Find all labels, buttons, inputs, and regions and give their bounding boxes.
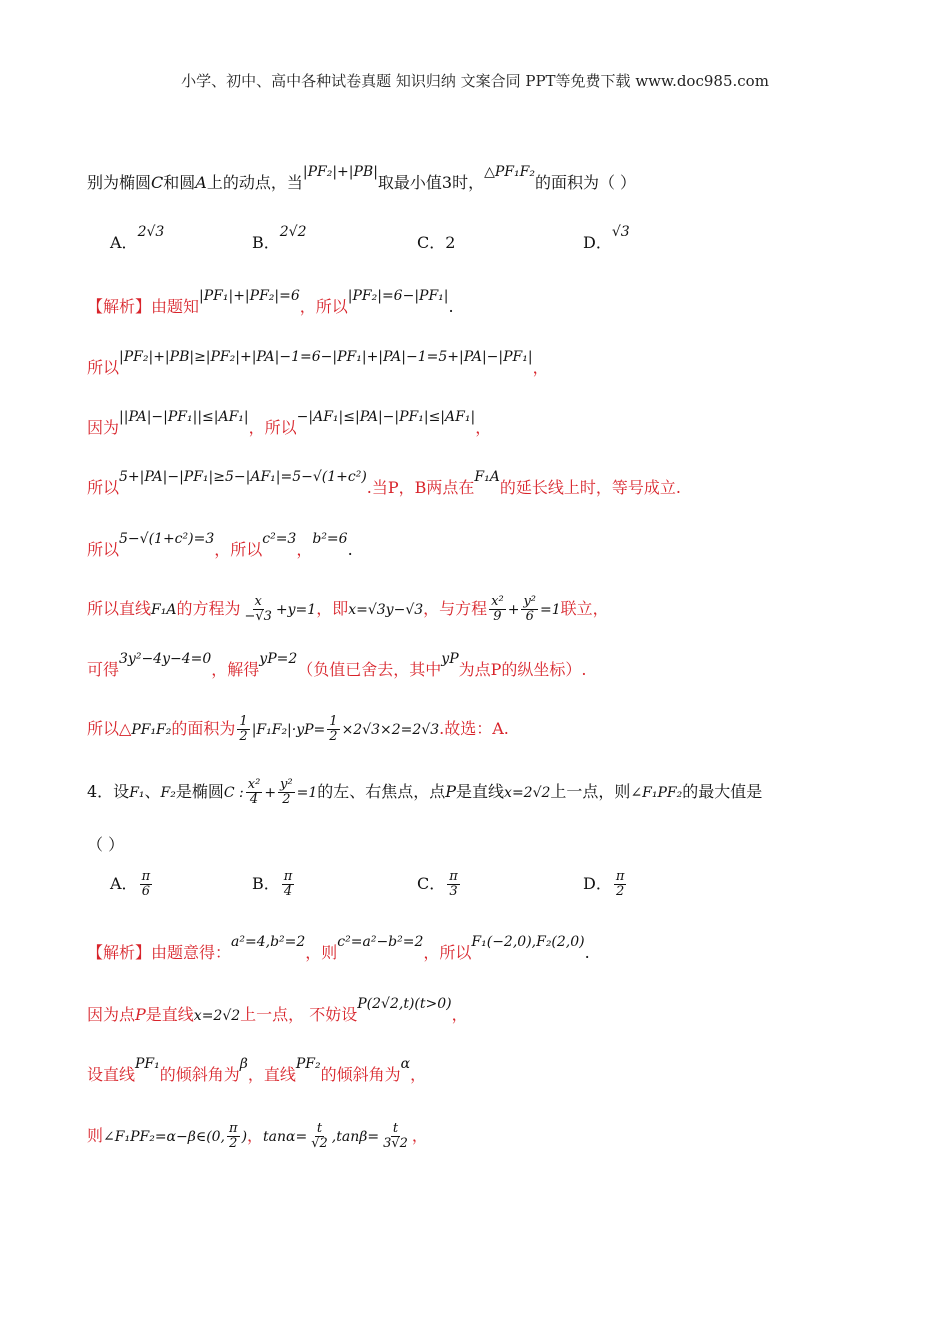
q3-sol-line-2 <box>87 349 950 378</box>
sol-text: 【解析】由题知 <box>87 297 200 316</box>
q3-sol-line-1 <box>87 288 950 317</box>
q3-sol-line-4 <box>87 469 950 498</box>
sol-text: 的面积为 <box>171 719 236 738</box>
q4-text: 上一点，则 <box>550 782 631 801</box>
q4-text: 是直线 <box>456 782 505 801</box>
q3-option-c <box>417 230 455 253</box>
frac-den: 4 <box>283 884 293 899</box>
sol-text: ， <box>296 540 313 559</box>
fraction <box>614 870 627 899</box>
sol-text: 联立， <box>560 599 609 618</box>
sol-text: ，与方程 <box>423 599 488 618</box>
q4-option-c <box>417 870 462 899</box>
q4-paren: （ ） <box>87 835 125 854</box>
option-label: B． <box>252 874 280 893</box>
sol-point-p: P <box>135 1005 146 1024</box>
sol-text: ， <box>411 1126 428 1145</box>
sol-text: 所以 <box>87 478 120 497</box>
sol-text: ，所以 <box>248 418 297 437</box>
option-label: D． <box>583 874 612 893</box>
sol-text: 因为 <box>87 418 120 437</box>
fraction <box>327 715 339 744</box>
option-label: D． <box>583 233 612 252</box>
frac-den: −√3 <box>244 609 272 624</box>
sol-math: x=2√2 <box>193 1008 241 1024</box>
frac-num: x² <box>247 777 261 792</box>
fraction <box>282 870 295 899</box>
sol-text: ，所以 <box>299 297 348 316</box>
sol-text: .故选：A. <box>439 719 509 738</box>
frac-num: t <box>316 1121 323 1136</box>
q4-stem: 4．设F₁、F₂是椭圆C : $\frac{\text{x²}}{4}$ + $\frac{\text{y²}}{2}$ =1的左、右焦点，点P是直线x=2√2上一点，则∠F₁PF₂的最大值是 <box>87 777 763 807</box>
q4-text: 是椭圆 <box>175 782 224 801</box>
q4-option-b <box>252 870 296 899</box>
sol-math: 5+|PA|−|PF₁|≥5−|AF₁|=5−√(1+c²) <box>119 469 367 485</box>
option-value: √3 <box>611 224 630 240</box>
frac-den: 2 <box>329 729 338 744</box>
q4-sol-line-1 <box>87 934 950 963</box>
sol-math: |PF₂|=6−|PF₁| <box>347 288 449 304</box>
sol-math: c²=a²−b²=2 <box>337 934 424 950</box>
sol-text: ， <box>532 358 549 377</box>
frac-num: π <box>283 869 293 884</box>
sol-math: |PF₂|+|PB|≥|PF₂|+|PA|−1=6−|PF₁|+|PA|−1=5+|PA|−|PF₁| <box>119 349 533 365</box>
sol-text: 所以△ <box>87 719 132 738</box>
sol-text: 的延长线上时，等号成立. <box>499 478 681 497</box>
sol-text: 所以直线 <box>87 599 152 618</box>
q3-option-d <box>583 224 630 253</box>
q3-stem <box>87 164 950 193</box>
frac-den: 9 <box>493 609 502 624</box>
frac-den: 3 <box>449 884 458 899</box>
sol-text: 则 <box>87 1126 104 1145</box>
frac-den: 3√2 <box>383 1136 408 1151</box>
sol-math: F₁A <box>151 602 177 618</box>
q4-math: F₂ <box>160 785 176 801</box>
frac-num: x <box>254 594 262 609</box>
frac-num: x² <box>491 594 504 609</box>
sol-math: 5−√(1+c²)=3 <box>119 531 215 547</box>
q4-sol-line-4 <box>87 1122 950 1151</box>
q3-stem-c: 和圆 <box>163 173 196 192</box>
frac-num: π <box>229 1121 238 1136</box>
frac-den: 2 <box>239 729 248 744</box>
option-value: 2√3 <box>137 224 165 240</box>
sol-math: β <box>239 1056 248 1072</box>
sol-math: α <box>400 1056 411 1072</box>
option-label: A． <box>110 874 138 893</box>
sol-math: ) <box>241 1129 248 1145</box>
sol-math: tanα= <box>263 1129 308 1145</box>
q4-math: =1 <box>296 785 318 801</box>
q3-sol-line-8 <box>87 715 950 744</box>
q4-text: 的最大值是 <box>682 782 763 801</box>
sol-math: yP <box>441 651 459 667</box>
frac-den: 4 <box>249 792 259 807</box>
q4-math: ∠F₁PF₂ <box>630 785 683 801</box>
q3-stem-e: 上的动点，当 <box>206 173 303 192</box>
sol-math: −|AF₁|≤|PA|−|PF₁|≤|AF₁| <box>296 409 476 425</box>
sol-text: 【解析】由题意得： <box>87 943 232 962</box>
sol-math: ∠F₁PF₂=α−β∈(0, <box>103 1129 226 1145</box>
option-label: C． <box>417 874 446 893</box>
q3-expr-sum: |PF₂|+|PB| <box>302 164 378 180</box>
sol-text: .当P，B两点在 <box>366 478 475 497</box>
option-value: 2√2 <box>279 224 307 240</box>
q3-stem-f: 取最小值3时， <box>377 173 485 192</box>
frac-den: 2 <box>615 884 625 899</box>
frac-num: π <box>449 869 458 884</box>
q3-sol-line-7 <box>87 651 950 680</box>
frac-num: π <box>141 869 151 884</box>
fraction <box>489 595 506 624</box>
sol-math: F₁(−2,0),F₂(2,0) <box>471 934 585 950</box>
q3-sol-line-3 <box>87 409 950 438</box>
fraction <box>246 778 263 807</box>
sol-math: ||PA|−|PF₁||≤|AF₁| <box>119 409 249 425</box>
q3-stem-a: 别为椭圆 <box>87 173 152 192</box>
sol-math: PF₁F₂ <box>131 722 172 738</box>
sol-text: 上一点， 不妨设 <box>240 1005 358 1024</box>
sol-text: 所以 <box>87 358 120 377</box>
sol-text: ， <box>410 1065 427 1084</box>
sol-text: 的倾斜角为 <box>159 1065 240 1084</box>
option-label: C．2 <box>417 233 456 252</box>
sol-math: PF₂ <box>295 1056 321 1072</box>
frac-den: 6 <box>525 609 534 624</box>
q3-sol-line-6: 所以直线F₁A的方程为 $\frac{x}{-√3}$ +y=1，即x=√3y−√3，与方程 $\frac{\text{x²}}{9}$ + $\frac{\text{y²}}{6}$ =1联立， <box>87 594 609 624</box>
sol-text: ，所以 <box>423 943 472 962</box>
sol-text: 可得 <box>87 660 120 679</box>
q3-option-a <box>110 224 165 253</box>
sol-text: 所以 <box>87 540 120 559</box>
sol-math: |PF₁|+|PF₂|=6 <box>199 288 300 304</box>
q3-sol-line-5 <box>87 531 950 560</box>
sol-text: ，则 <box>305 943 338 962</box>
q4-option-a <box>110 870 154 899</box>
sol-math: F₁A <box>474 469 500 485</box>
fraction <box>242 595 273 624</box>
fraction <box>309 1122 330 1151</box>
sol-math: 3y²−4y−4=0 <box>119 651 212 667</box>
q4-math: F₁ <box>129 785 145 801</box>
sol-text: ，直线 <box>247 1065 296 1084</box>
frac-num: 1 <box>239 714 248 729</box>
frac-den: 2 <box>282 792 291 807</box>
frac-den: √2 <box>311 1136 328 1151</box>
sol-text: . <box>584 943 590 962</box>
sol-math: PF₁ <box>135 1056 160 1072</box>
q4-math: x=2√2 <box>504 785 551 801</box>
fraction <box>227 1122 240 1151</box>
sol-text: 的方程为 <box>176 599 241 618</box>
fraction <box>140 870 153 899</box>
option-label: A． <box>110 233 138 252</box>
sol-math: P(2√2,t)(t>0) <box>357 996 452 1012</box>
frac-den: 2 <box>229 1136 238 1151</box>
sol-text: ，所以 <box>214 540 263 559</box>
fraction <box>278 778 295 807</box>
sol-math: ×2√3×2=2√3 <box>341 722 440 738</box>
frac-num: t <box>392 1121 399 1136</box>
q3-option-b <box>252 224 307 253</box>
q4-text: 的左、右焦点，点 <box>317 782 446 801</box>
option-label: B． <box>252 233 280 252</box>
page-header: 小学、初中、高中各种试卷真题 知识归纳 文案合同 PPT等免费下载 www.doc985.com <box>181 72 769 90</box>
sol-math: +y=1 <box>275 602 317 618</box>
q4-point-p: P <box>445 782 457 801</box>
sol-math: ,tanβ= <box>331 1129 380 1145</box>
sol-text: ，解得 <box>211 660 260 679</box>
sol-text: ， <box>247 1126 264 1145</box>
q4-number: 4．设 <box>87 782 130 801</box>
fraction <box>447 870 460 899</box>
sol-text: 的倾斜角为 <box>320 1065 401 1084</box>
sol-math: b²=6 <box>312 531 348 547</box>
q4-text: 、 <box>144 782 161 801</box>
fraction <box>381 1122 410 1151</box>
q3-ellipse-c: C <box>151 173 164 192</box>
fraction <box>237 715 249 744</box>
sol-text: 设直线 <box>87 1065 136 1084</box>
frac-num: π <box>615 869 625 884</box>
frac-num: 1 <box>329 714 338 729</box>
sol-math: a²=4,b²=2 <box>231 934 306 950</box>
frac-num: y² <box>523 594 536 609</box>
sol-text: ， <box>451 1005 468 1024</box>
frac-num: y² <box>280 777 293 792</box>
sol-text: 为点P的纵坐标）. <box>458 660 587 679</box>
fraction <box>521 595 538 624</box>
sol-math: =1 <box>540 602 561 618</box>
sol-math: yP=2 <box>259 651 298 667</box>
sol-text: ，即 <box>316 599 349 618</box>
sol-math: |F₁F₂|·yP= <box>251 722 326 738</box>
sol-text: . <box>448 297 454 316</box>
sol-math: x=√3y−√3 <box>348 602 424 618</box>
sol-text: （负值已舍去，其中 <box>297 660 442 679</box>
q3-expr-triangle: △PF₁F₂ <box>484 164 535 180</box>
q4-sol-line-2 <box>87 996 950 1025</box>
q4-sol-line-3 <box>87 1056 950 1085</box>
q4-math: C : <box>223 785 244 801</box>
sol-text: 是直线 <box>145 1005 194 1024</box>
sol-math: c²=3 <box>262 531 297 547</box>
q4-option-d <box>583 870 628 899</box>
sol-text: 因为点 <box>87 1005 136 1024</box>
q3-stem-g: 的面积为（ ） <box>534 173 637 192</box>
q3-circle-a: A <box>195 173 207 192</box>
sol-text: ， <box>475 418 492 437</box>
sol-text: . <box>347 540 353 559</box>
frac-den: 6 <box>141 884 150 899</box>
